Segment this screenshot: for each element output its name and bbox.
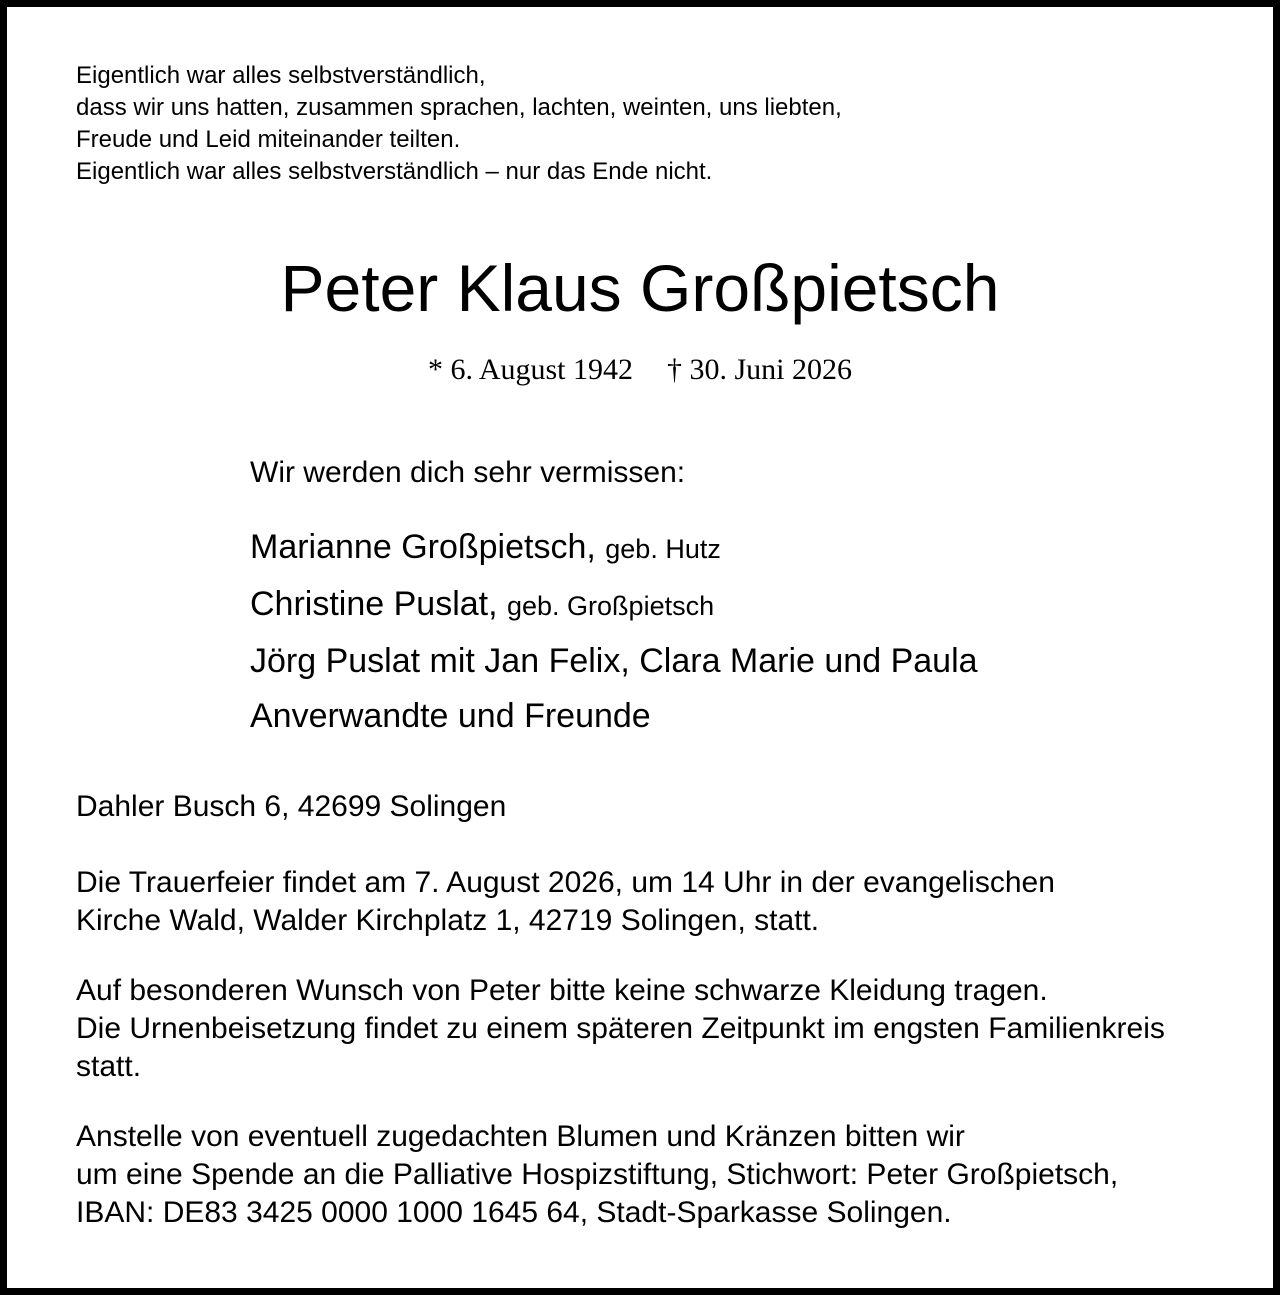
- poem-line: Eigentlich war alles selbstverständlich,: [76, 62, 486, 89]
- donation-info: [76, 1118, 1118, 1232]
- mourner-entry: [250, 689, 978, 744]
- poem-line: Eigentlich war alles selbstverständlich – nur das Ende nicht.: [76, 158, 713, 185]
- address-line: Dahler Busch 6, 42699 Solingen: [76, 790, 507, 823]
- mourner-entry: [250, 634, 978, 689]
- birth-date: * 6. August 1942: [427, 353, 633, 386]
- donation-line: um eine Spende an die Palliative Hospizstiftung, Stichwort: Peter Großpietsch,: [76, 1158, 1119, 1191]
- deceased-name: Peter Klaus Großpietsch: [280, 251, 1000, 325]
- death-date: † 30. Juni 2026: [667, 353, 853, 386]
- life-dates: [0, 350, 1280, 390]
- wishes-line: Auf besonderen Wunsch von Peter bitte keine schwarze Kleidung tragen.: [76, 974, 1048, 1007]
- mourner-name: Marianne Großpietsch,: [250, 528, 596, 566]
- donation-line: Anstelle von eventuell zugedachten Blumen und Kränzen bitten wir: [76, 1120, 965, 1153]
- wishes-line: Die Urnenbeisetzung findet zu einem späteren Zeitpunkt im engsten Familienkreis: [76, 1012, 1165, 1045]
- service-line: Kirche Wald, Walder Kirchplatz 1, 42719 Solingen, statt.: [76, 904, 820, 937]
- service-line: Die Trauerfeier findet am 7. August 2026, um 14 Uhr in der evangelischen: [76, 866, 1055, 899]
- mourners-list: [250, 520, 978, 744]
- mourner-name: Jörg Puslat mit Jan Felix, Clara Marie und Paula: [250, 642, 978, 680]
- mourner-entry: [250, 577, 978, 634]
- donation-line: IBAN: DE83 3425 0000 1000 1645 64, Stadt-Sparkasse Solingen.: [76, 1196, 952, 1229]
- mourners-intro: Wir werden dich sehr vermissen:: [250, 456, 686, 489]
- wishes-line: statt.: [76, 1050, 142, 1083]
- special-wishes: [76, 972, 1165, 1086]
- service-info: [76, 864, 1055, 940]
- poem-line: dass wir uns hatten, zusammen sprachen, lachten, weinten, uns liebten,: [76, 94, 842, 121]
- poem-line: Freude und Leid miteinander teilten.: [76, 126, 461, 153]
- mourner-maiden-name: geb. Großpietsch: [507, 591, 715, 621]
- mourner-maiden-name: geb. Hutz: [605, 534, 721, 564]
- mourner-entry: [250, 520, 978, 577]
- address: [76, 788, 506, 826]
- mourner-name: Christine Puslat,: [250, 585, 498, 623]
- poem: [76, 60, 842, 188]
- mourner-name: Anverwandte und Freunde: [250, 697, 651, 735]
